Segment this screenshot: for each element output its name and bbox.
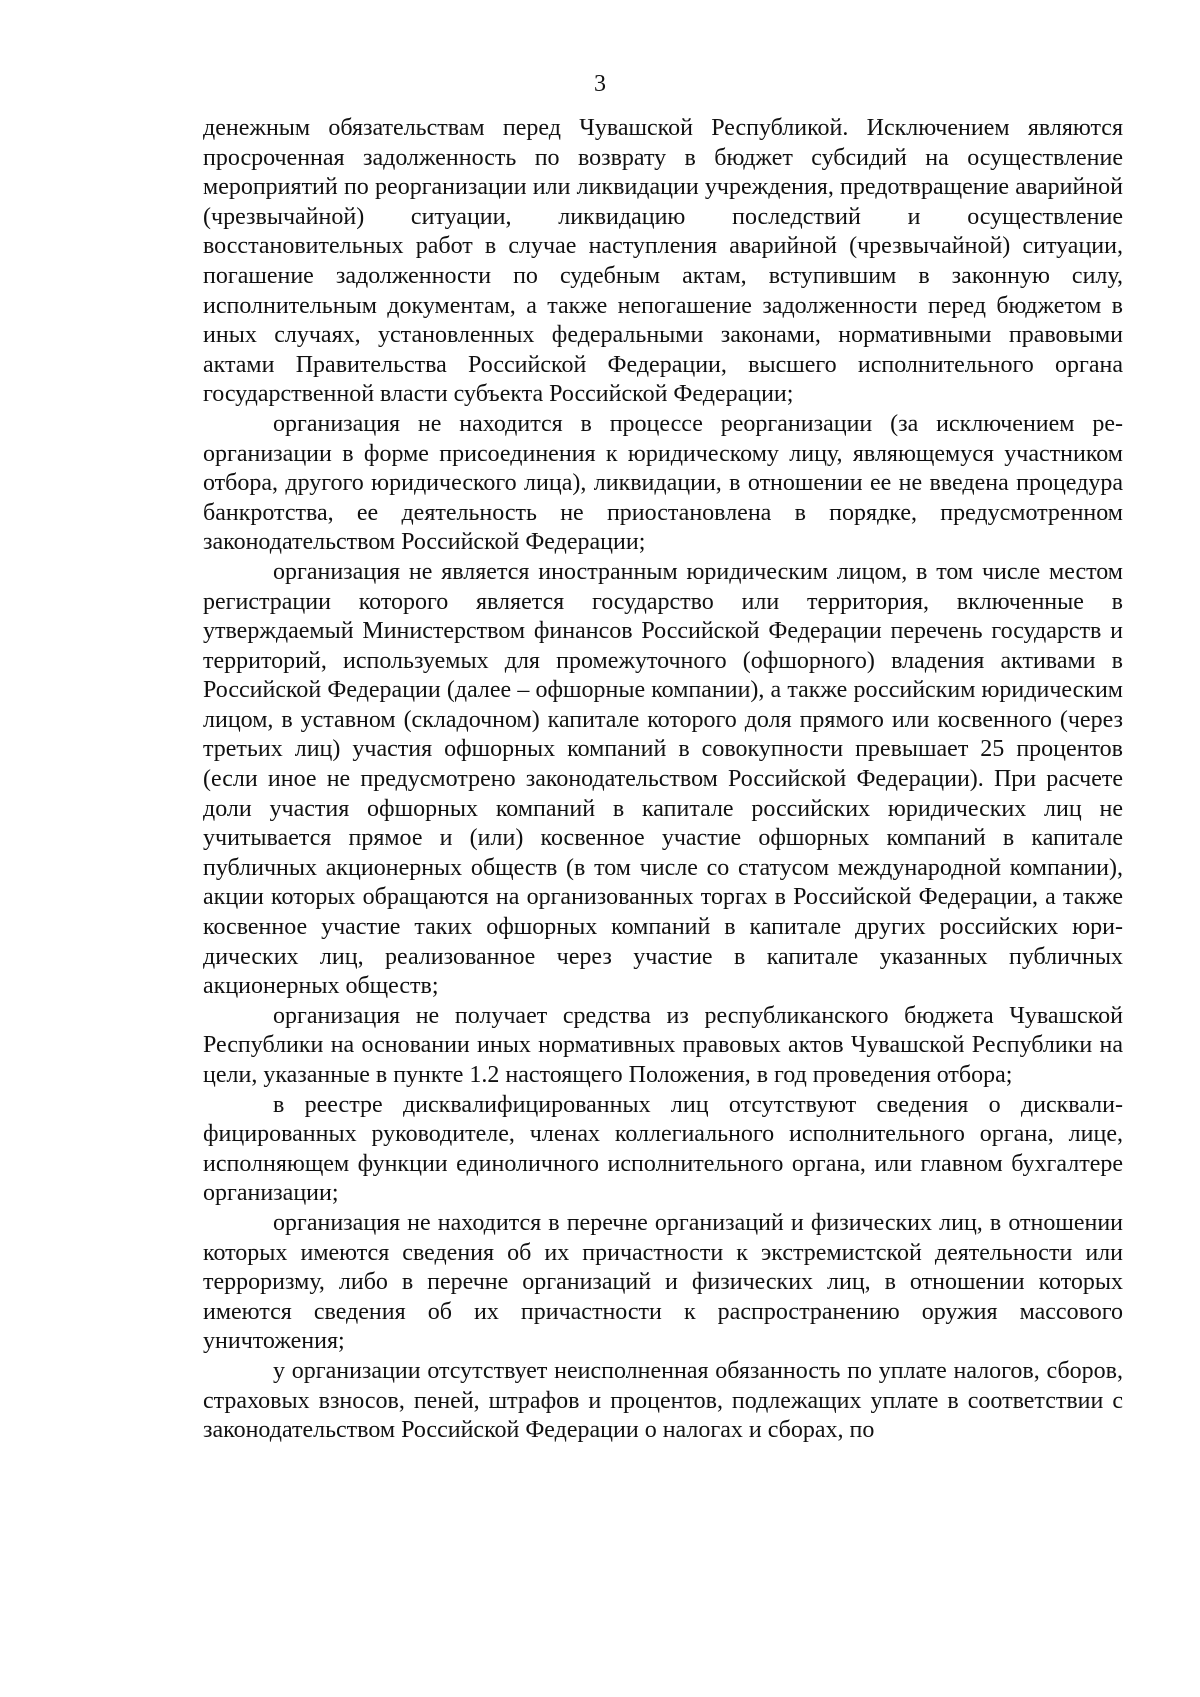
paragraph-foreign-entity-status: организация не является иностранным юридическим лицом, в том числе местом регистрации которого является государство или территория, включенные в утверждаемый Министерством финансов Российской Федерации перечень государств и территорий, используемых для промежуточного (офшорного) владения активами в Российской Федерации (далее – офшорные компании), а также российским юридическим лицом, в уставном (складочном) капитале которого доля прямого или косвенного (через третьих лиц) участия офшорных компаний в совокупности превышает 25 процентов (если иное не предусмотрено законодательством Российской Федерации). При расчете доли участия офшорных компаний в капитале российских юридических лиц не учитывается прямое и (или) косвенное участие офшорных компаний в капитале публичных акционерных обществ (в том числе со статусом международной компании), акции которых обращаются на организованных торгах в Российской Федерации, а также косвенное участие таких офшорных компаний в капитале других российских юридических лиц, реализованное через участие в капитале указанных публичных акционерных обществ;	[203, 558, 1123, 1000]
paragraph-extremism-list: организация не находится в перечне организаций и физических лиц, в отношении которых имеются сведения об их причастности к экстремистской деятельности или терроризму, либо в перечне организаций и физических лиц, в отношении которых имеются сведения об их причастности к распространению оружия массового уничтожения;	[203, 1209, 1123, 1355]
page-number: 3	[594, 71, 606, 97]
paragraph-debt-obligations: денежным обязательствам перед Чувашской Республикой. Исключением являются просроченная задолженность по возврату в бюджет субсидий на осуществление мероприятий по реорганизации или ликвидации учреждения, предотвращение аварийной (чрезвычайной) ситуации, ликвидацию последствий и осуществление восстановительных работ в случае наступления аварийной (чрезвычайной) ситуации, погашение задолженности по судебным актам, вступившим в законную силу, исполнительным документам, а также непогашение задолженности перед бюджетом в иных случаях, установленных федеральными законами, нормативными правовыми актами Правительства Российской Федерации, высшего исполнительного органа государственной власти субъекта Российской Федерации;	[203, 115, 1123, 408]
paragraph-disqualified-persons: в реестре дисквалифицированных лиц отсутствуют сведения о дисквалифицированных руководителе, членах коллегиального исполнительного органа, лице, исполняющем функции единоличного исполнительного органа, или главном бухгалтере организации;	[203, 1091, 1123, 1207]
paragraph-reorganization-status: организация не находится в процессе реорганизации (за исключением реорганизации в форме присоединения к юридическому лицу, являющемуся участником отбора, другого юридического лица), ликвидации, в отношении ее не введена процедура банкротства, ее деятельность не приостановлена в порядке, предусмотренном законодательством Российской Федерации;	[203, 410, 1123, 556]
document-body	[203, 114, 1123, 1446]
paragraph-tax-obligations: у организации отсутствует неисполненная обязанность по уплате налогов, сборов, страховых взносов, пеней, штрафов и процентов, подлежащих уплате в соответствии с законодательством Российской Федерации о налогах и сборах, по	[203, 1357, 1123, 1444]
paragraph-budget-funding: организация не получает средства из республиканского бюджета Чувашской Республики на основании иных нормативных правовых актов Чувашской Республики на цели, указанные в пункте 1.2 настоящего Положения, в год проведения отбора;	[203, 1002, 1123, 1088]
